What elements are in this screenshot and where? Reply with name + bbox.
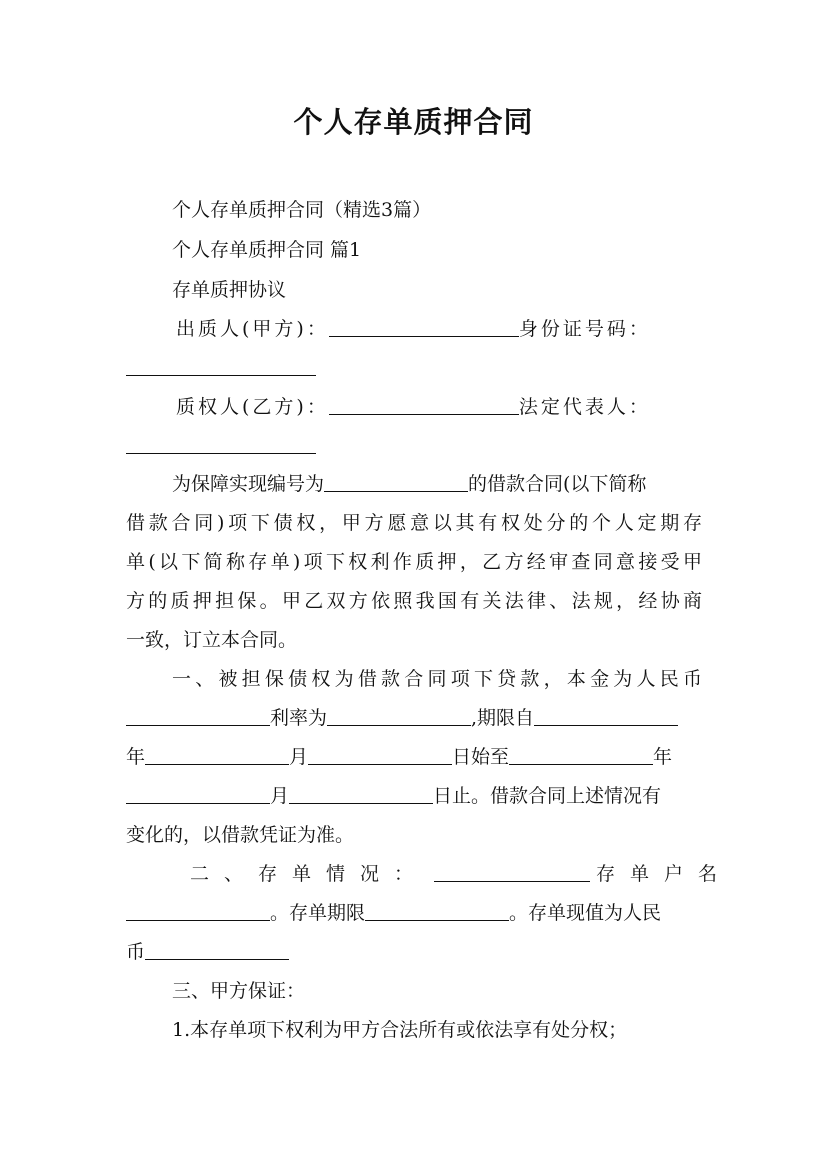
start-day-blank[interactable]: [308, 744, 452, 765]
clause3-heading: 三、甲方保证：: [172, 980, 306, 1002]
id-number-label: 身份证号码：: [518, 318, 651, 340]
contract-number-blank[interactable]: [324, 471, 468, 492]
clause1-text-end: 日止。借款合同上述情况有: [433, 785, 662, 807]
deposit-info-label: 二、存单情况：: [190, 863, 429, 885]
clause2-line3: [126, 938, 702, 966]
clause1-line3: [126, 743, 702, 771]
clause1-line5: 变化的，以借款凭证为准。: [126, 824, 355, 846]
section-heading: 个人存单质押合同 篇1: [172, 239, 362, 261]
end-day-blank[interactable]: [289, 783, 433, 804]
clause1-line2: [126, 704, 702, 732]
document-title: 个人存单质押合同: [293, 105, 534, 139]
currency-label: 币: [126, 941, 146, 963]
subtitle-line: 个人存单质押合同（精选3篇）: [172, 199, 432, 221]
legal-rep-line: [126, 432, 702, 460]
para1-line1: [172, 470, 702, 498]
month-label: 月: [289, 746, 309, 768]
account-name-blank[interactable]: [126, 900, 270, 921]
deposit-term-blank[interactable]: [365, 900, 509, 921]
para1-line3: 单(以下简称存单)项下权利作质押，乙方经审查同意接受甲: [126, 551, 702, 573]
pledgor-name-blank[interactable]: [329, 316, 519, 337]
end-month-label: 月: [270, 785, 290, 807]
interest-blank[interactable]: [327, 705, 471, 726]
clause2-line1: [190, 860, 733, 888]
id-number-blank[interactable]: [126, 355, 316, 376]
pledgor-line: [176, 315, 702, 343]
deposit-value-blank[interactable]: [145, 939, 289, 960]
clause1-line1: 一、被担保债权为借款合同项下贷款，本金为人民币: [172, 668, 702, 690]
year-label: 年: [126, 746, 146, 768]
end-month-blank[interactable]: [126, 783, 270, 804]
para1-line5: 一致，订立本合同。: [126, 629, 298, 651]
id-number-line: [126, 354, 702, 382]
legal-rep-blank[interactable]: [126, 433, 316, 454]
clause3-item1: 1.本存单项下权利为甲方合法所有或依法享有处分权；: [172, 1019, 628, 1041]
term-start-year-blank[interactable]: [534, 705, 678, 726]
deposit-info-blank[interactable]: [434, 861, 590, 882]
end-year-label: 年: [653, 746, 673, 768]
agreement-heading: 存单质押协议: [172, 279, 287, 301]
day-until-label: 日始至: [452, 746, 510, 768]
deposit-term-label: 。存单期限: [270, 902, 366, 924]
para1-text-a: 为保障实现编号为: [172, 473, 325, 495]
account-name-label: 存单户名: [596, 863, 733, 885]
para1-line4: 方的质押担保。甲乙双方依照我国有关法律、法规，经协商: [126, 590, 702, 612]
interest-label: 利率为: [270, 707, 328, 729]
pledgee-name-blank[interactable]: [329, 394, 519, 415]
deposit-value-label: 。存单现值为人民: [509, 902, 662, 924]
para1-line2: 借款合同)项下债权，甲方愿意以其有权处分的个人定期存: [126, 512, 702, 534]
pledgee-line: [176, 393, 702, 421]
para1-text-b: 的借款合同(以下简称: [468, 473, 647, 495]
legal-rep-label: 法定代表人：: [518, 396, 651, 418]
principal-blank[interactable]: [126, 705, 270, 726]
term-from-label: ,期限自: [471, 707, 535, 729]
pledgee-label: 质权人(乙方)：: [176, 396, 329, 418]
start-month-blank[interactable]: [145, 744, 289, 765]
end-year-blank[interactable]: [509, 744, 653, 765]
clause1-line4: [126, 782, 702, 810]
clause2-line2: [126, 899, 702, 927]
pledgor-label: 出质人(甲方)：: [176, 318, 329, 340]
